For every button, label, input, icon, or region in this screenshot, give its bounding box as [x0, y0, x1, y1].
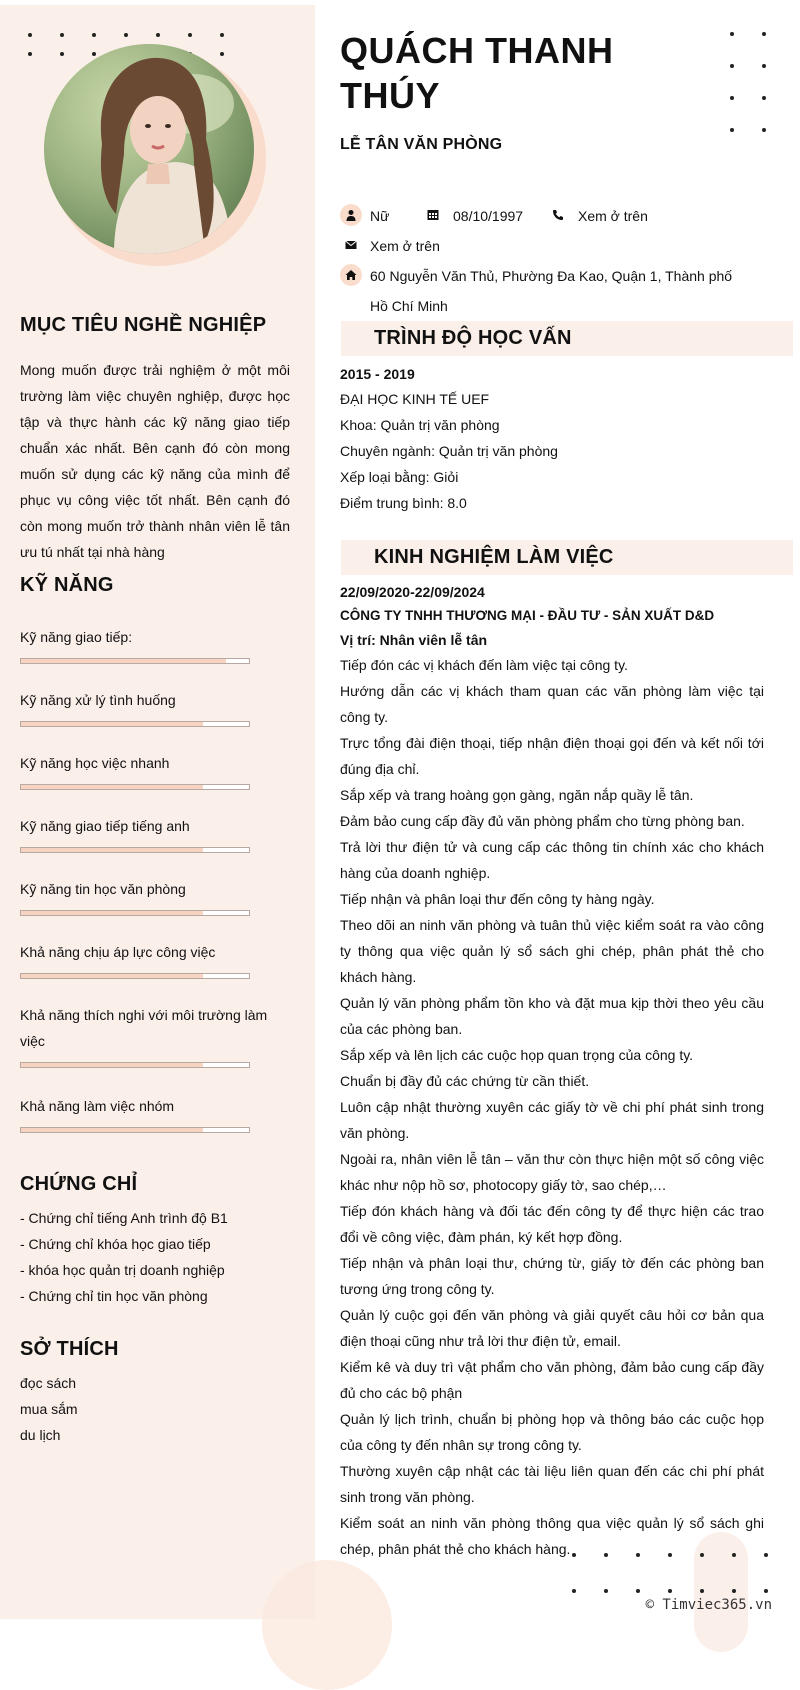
skill-bar-fill: [21, 848, 203, 852]
duty-item: Sắp xếp và trang hoàng gọn gàng, ngăn nắp quầy lễ tân.: [340, 787, 694, 803]
education-gpa: Điểm trung bình: 8.0: [340, 495, 467, 511]
duty-item: Hướng dẫn các vị khách tham quan các văn phòng làm việc tại công ty.: [340, 683, 764, 725]
education-block: [340, 362, 764, 516]
portrait-illustration: [44, 44, 254, 254]
duty-item: Quản lý cuộc gọi đến văn phòng và giải quyết câu hỏi cơ bản qua điện thoại cũng như trả lời thư điện tử, email.: [340, 1307, 764, 1349]
skill-bar-fill: [21, 785, 203, 789]
hobbies-list: [20, 1370, 290, 1448]
duty-item: Đảm bảo cung cấp đầy đủ văn phòng phẩm cho từng phòng ban.: [340, 813, 745, 829]
duty-item: Sắp xếp và lên lịch các cuộc họp quan trọng của công ty.: [340, 1047, 694, 1063]
email-value[interactable]: Xem ở trên: [370, 238, 440, 254]
skill-bar: [20, 1062, 250, 1068]
skills-title: KỸ NĂNG: [20, 574, 114, 596]
experience-title: KINH NGHIỆM LÀM VIỆC: [374, 546, 614, 568]
duty-item: Tiếp nhận và phân loại thư đến công ty hàng ngày.: [340, 891, 655, 907]
address-line-2: Hồ Chí Minh: [370, 298, 448, 314]
duty-item: Tiếp đón các vị khách đến làm việc tại công ty.: [340, 657, 628, 673]
skill-bar: [20, 973, 250, 979]
education-faculty: Khoa: Quản trị văn phòng: [340, 417, 500, 433]
duty-item: Tiếp nhận và phân loại thư, chứng từ, giấy tờ đến các phòng ban tương ứng trong công ty.: [340, 1255, 764, 1297]
skill-label: Khả năng thích nghi với môi trường làm việc: [20, 1007, 268, 1049]
skill-label: Khả năng chịu áp lực công việc: [20, 944, 216, 960]
duty-item: Theo dõi an ninh văn phòng và tuân thủ việc kiểm soát ra vào công ty thông qua việc quản lý sổ sách ghi chép, phân phát thẻ cho khách hàng.: [340, 917, 764, 985]
duty-item: Ngoài ra, nhân viên lễ tân – văn thư còn thực hiện một số công việc khác như nộp hồ sơ, photocopy giấy tờ, sao chép,…: [340, 1151, 764, 1193]
skill-bar: [20, 847, 250, 853]
objective-title: MỤC TIÊU NGHỀ NGHIỆP: [20, 314, 267, 336]
skill-label: Kỹ năng giao tiếp:: [20, 629, 133, 645]
certificates-list: [20, 1205, 290, 1309]
address-line-1: 60 Nguyễn Văn Thủ, Phường Đa Kao, Quận 1, Thành phố: [370, 268, 733, 284]
duty-item: Thường xuyên cập nhật các tài liệu liên quan đến các chi phí phát sinh trong văn phòng.: [340, 1463, 764, 1505]
hobby-item: đọc sách: [20, 1375, 77, 1391]
duty-item: Quản lý văn phòng phẩm tồn kho và đặt mua kịp thời theo yêu cầu của các phòng ban.: [340, 995, 764, 1037]
education-title: TRÌNH ĐỘ HỌC VẤN: [374, 327, 572, 349]
skill-bar: [20, 910, 250, 916]
duty-item: Trực tổng đài điện thoại, tiếp nhận điện thoại gọi đến và kết nối tới đúng địa chỉ.: [340, 735, 764, 777]
certificate-item: - Chứng chỉ tiếng Anh trình độ B1: [20, 1210, 228, 1226]
duty-item: Kiểm soát an ninh văn phòng thông qua việc quản lý sổ sách ghi chép, phân phát thẻ cho khách hàng.: [340, 1515, 764, 1557]
experience-company: CÔNG TY TNHH THƯƠNG MẠI - ĐẦU TƯ - SẢN XUẤT D&D: [340, 608, 715, 623]
skill-bar: [20, 1127, 250, 1133]
candidate-name: QUÁCH THANH THÚY: [340, 30, 614, 116]
skill-bar: [20, 721, 250, 727]
skill-bar-fill: [21, 1128, 203, 1132]
duty-item: Trả lời thư điện tử và cung cấp các thông tin chính xác cho khách hàng của doanh nghiệp.: [340, 839, 764, 881]
skill-bar-fill: [21, 1063, 203, 1067]
calendar-icon: [422, 204, 444, 226]
experience-header: [341, 540, 793, 575]
skill-bar: [20, 658, 250, 664]
watermark: © Timviec365.vn: [645, 1597, 772, 1613]
decorative-circle: [262, 1560, 392, 1690]
experience-block: [340, 580, 764, 1562]
certificate-item: - Chứng chỉ tin học văn phòng: [20, 1288, 208, 1304]
phone-icon: [547, 204, 569, 226]
education-period: 2015 - 2019: [340, 366, 415, 382]
education-major: Chuyên ngành: Quản trị văn phòng: [340, 443, 558, 459]
gender-value: Nữ: [370, 208, 390, 224]
education-rank: Xếp loại bằng: Giỏi: [340, 469, 459, 485]
experience-position: Vị trí: Nhân viên lễ tân: [340, 632, 488, 648]
skill-label: Kỹ năng giao tiếp tiếng anh: [20, 818, 190, 834]
certificates-title: CHỨNG CHỈ: [20, 1173, 138, 1195]
birthday-value: 08/10/1997: [453, 208, 524, 224]
duty-item: Kiểm kê và duy trì vật phẩm cho văn phòng, đảm bảo cung cấp đầy đủ cho các bộ phận: [340, 1359, 764, 1401]
skill-label: Kỹ năng xử lý tình huống: [20, 692, 176, 708]
hobbies-title: SỞ THÍCH: [20, 1338, 119, 1360]
skill-bar-fill: [21, 911, 203, 915]
phone-value[interactable]: Xem ở trên: [578, 208, 648, 224]
certificate-item: - khóa học quản trị doanh nghiệp: [20, 1262, 225, 1278]
duty-item: Tiếp đón khách hàng và đối tác đến công ty để thực hiện các trao đổi về công việc, đàm phán, ký kết hợp đồng.: [340, 1203, 764, 1245]
skill-bar-fill: [21, 722, 203, 726]
education-school: ĐẠI HỌC KINH TẾ UEF: [340, 391, 490, 407]
envelope-icon: [340, 234, 362, 256]
education-header: [341, 321, 793, 356]
duties-list: [340, 652, 764, 1562]
duty-item: Quản lý lịch trình, chuẩn bị phòng họp và thông báo các cuộc họp của công ty đến nhân sự trong công ty.: [340, 1411, 764, 1453]
avatar-photo: [44, 44, 254, 254]
avatar: [44, 44, 266, 266]
user-icon: [340, 204, 362, 226]
job-title: LỄ TÂN VĂN PHÒNG: [340, 136, 503, 153]
hobby-item: mua sắm: [20, 1401, 78, 1417]
experience-period: 22/09/2020-22/09/2024: [340, 584, 485, 600]
skill-label: Kỹ năng tin học văn phòng: [20, 881, 186, 897]
duty-item: Chuẩn bị đầy đủ các chứng từ cần thiết.: [340, 1073, 590, 1089]
certificate-item: - Chứng chỉ khóa học giao tiếp: [20, 1236, 211, 1252]
skill-bar: [20, 784, 250, 790]
skill-bar-fill: [21, 974, 203, 978]
home-icon: [340, 264, 362, 286]
hobby-item: du lịch: [20, 1427, 61, 1443]
objective-text: Mong muốn được trải nghiệm ở một môi trường làm việc chuyên nghiệp, được học tập và thực hành các kỹ năng giao tiếp chuẩn xác nhất. Bên cạnh đó còn mong muốn sử dụng các kỹ năng của mình để phục vụ công việc tốt nhất. Bên cạnh đó còn mong muốn trở thành nhân viên lễ tân ưu tú nhất tại nhà hàng: [20, 362, 290, 560]
skill-bar-fill: [21, 659, 226, 663]
skill-label: Khả năng làm việc nhóm: [20, 1098, 175, 1114]
duty-item: Luôn cập nhật thường xuyên các giấy tờ về chi phí phát sinh trong văn phòng.: [340, 1099, 764, 1141]
skill-label: Kỹ năng học việc nhanh: [20, 755, 170, 771]
